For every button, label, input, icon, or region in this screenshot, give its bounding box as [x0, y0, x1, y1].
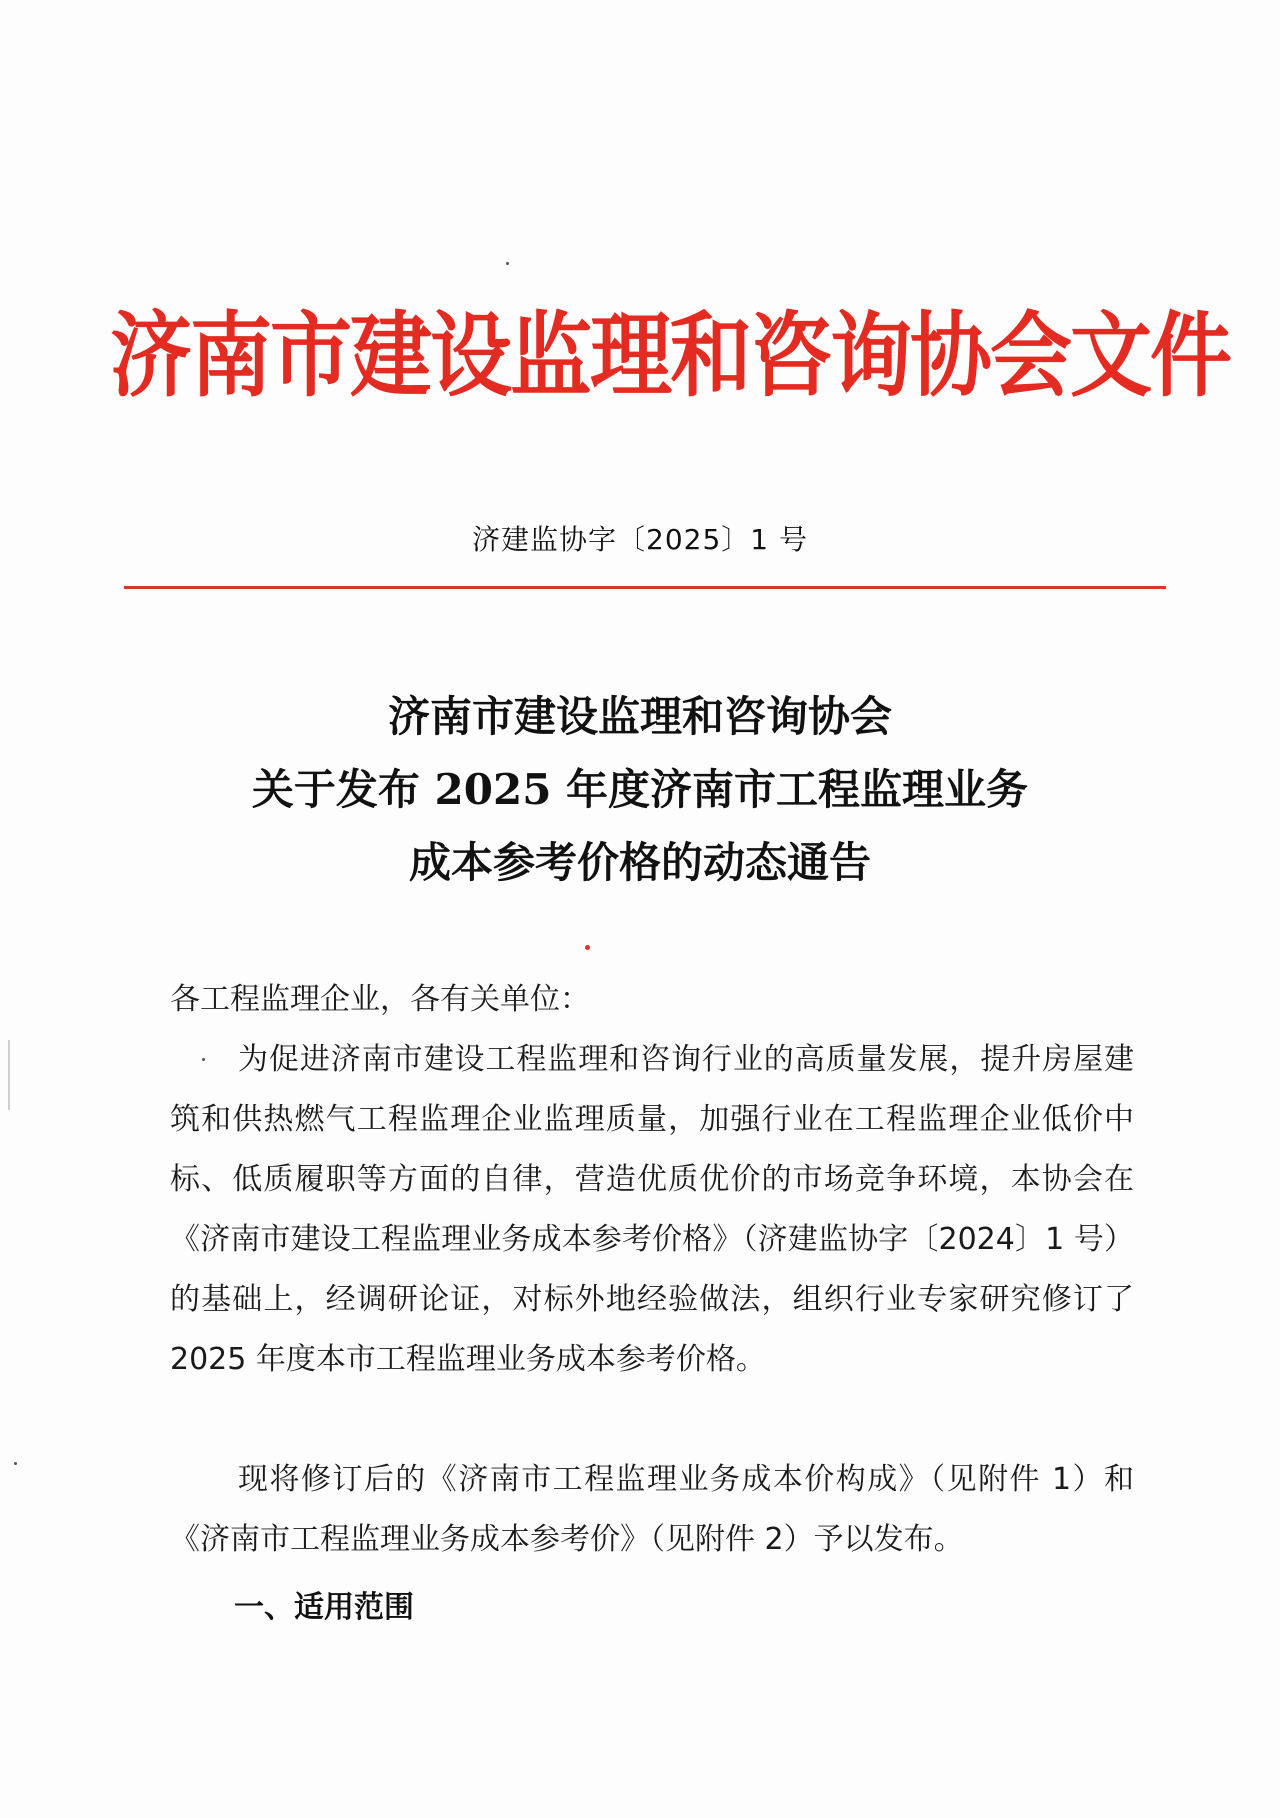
- red-ink-dot: [585, 945, 590, 950]
- scan-speck: [506, 262, 509, 265]
- scan-edge-mark: [8, 1040, 10, 1110]
- scan-speck: [14, 1462, 17, 1465]
- salutation: 各工程监理企业，各有关单位：: [170, 982, 590, 1017]
- notice-title-line-1: 济南市建设监理和咨询协会: [387, 692, 892, 741]
- notice-title: [0, 680, 1280, 899]
- document-number: 济建监协字〔2025〕1 号: [472, 523, 808, 556]
- letterhead-title: 济南市建设监理和咨询协会文件: [110, 302, 1231, 410]
- notice-title-line-2: 关于发布 2025 年度济南市工程监理业务: [251, 765, 1029, 814]
- body-paragraph-2: 现将修订后的《济南市工程监理业务成本价构成》（见附件 1）和《济南市工程监理业务成本参考价》（见附件 2）予以发布。: [170, 1462, 1134, 1557]
- section-heading-scope: 一、适用范围: [234, 1590, 414, 1625]
- body-paragraph-1: 为促进济南市建设工程监理和咨询行业的高质量发展，提升房屋建筑和供热燃气工程监理企业监理质量，加强行业在工程监理企业低价中标、低质履职等方面的自律，营造优质优价的市场竞争环境，本协会在《济南市建设工程监理业务成本参考价格》（济建监协字〔2024〕1 号）的基础上，经调研论证，对标外地经验做法，组织行业专家研究修订了 2025 年度本市工程监理业务成本参考价格。: [170, 1042, 1134, 1377]
- notice-title-line-3: 成本参考价格的动态通告: [408, 838, 871, 887]
- red-divider-line: [124, 586, 1166, 589]
